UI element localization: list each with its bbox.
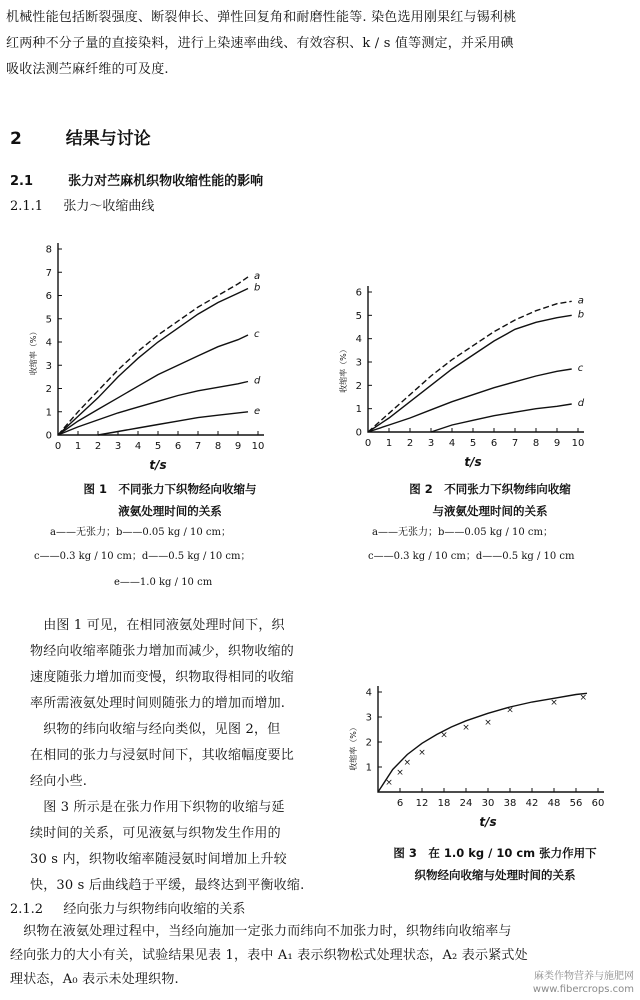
body-line-11: 快，30 s 后曲线趋于平缓，最终达到平衡收缩. <box>30 878 305 893</box>
subsubsection1-title: 张力～收缩曲线 <box>63 199 155 214</box>
chart-2-xtick-label: 7 <box>511 438 519 449</box>
chart-3-point: × <box>484 718 492 728</box>
chart-1-xtick-label: 8 <box>214 441 222 452</box>
chart-1-ytick-label: 6 <box>45 291 52 302</box>
body-line-5: 织物的纬向收缩与经向类似，见图 2，但 <box>30 722 281 737</box>
chart-3-xtick-label: 6 <box>396 798 404 809</box>
subsection-title: 张力对苎麻机织物收缩性能的影响 <box>68 174 264 189</box>
chart-2-axes <box>368 286 584 432</box>
figure-2-chart <box>320 270 638 470</box>
chart-3-point: × <box>418 748 426 758</box>
chart-1-ytick-label: 8 <box>45 244 52 256</box>
figure-1-caption-line-1: 图 1 不同张力下织物经向收缩与 <box>83 482 257 496</box>
chart-2-series-b <box>368 315 572 432</box>
chart-2-xtick-label: 8 <box>532 438 540 449</box>
chart-3-ylabel: 收缩率（%） <box>349 723 358 771</box>
chart-2-xtick-label: 9 <box>553 438 561 449</box>
section-heading <box>10 124 151 149</box>
chart-1-series-label-b: b <box>254 282 261 294</box>
body-line-10: 30 s 内，织物收缩率随浸氨时间增加上升较 <box>30 852 287 867</box>
chart-1-series-label-c: c <box>254 329 260 341</box>
chart-3-xtick-label: 38 <box>503 798 517 809</box>
body-line-1: 由图 1 可见，在相同液氨处理时间下，织 <box>30 618 285 633</box>
chart-1-ytick-label: 7 <box>45 267 52 279</box>
final-line-1: 织物在液氨处理过程中，当经向施加一定张力而纬向不加张力时，织物纬向收缩率与 <box>10 924 512 939</box>
chart-1-xtick-label: 4 <box>134 441 142 452</box>
figure-2-legend-line-2: c——0.3 kg / 10 cm；d——0.5 kg / 10 cm <box>368 551 575 562</box>
chart-1-ytick-label: 2 <box>45 384 52 395</box>
chart-3-xtick-label: 24 <box>459 798 473 809</box>
chart-2-xtick-label: 3 <box>427 438 435 449</box>
chart-2-series-d <box>431 404 572 432</box>
chart-2-xtick-label: 4 <box>448 438 456 449</box>
figure-3-caption <box>370 842 620 886</box>
chart-3-xtick-label: 30 <box>481 798 495 809</box>
chart-2-ylabel: 收缩率（%） <box>339 345 348 393</box>
chart-2-xtick-label: 1 <box>385 438 393 449</box>
chart-3-ytick-label: 3 <box>365 712 372 724</box>
chart-3-series-fit <box>378 693 587 792</box>
body-line-8: 图 3 所示是在张力作用下织物的收缩与延 <box>30 800 285 815</box>
watermark <box>533 970 634 996</box>
chart-1-series-label-a: a <box>254 270 261 282</box>
figure-3-chart <box>340 670 638 840</box>
figure-3-caption-line-1: 图 3 在 1.0 kg / 10 cm 张力作用下 <box>393 846 597 860</box>
chart-2-series-label-b: b <box>577 309 585 321</box>
chart-2-series-label-d: d <box>577 398 585 409</box>
chart-3-point: × <box>550 698 558 708</box>
chart-2-ytick-label: 6 <box>355 287 362 299</box>
chart-3-ytick-label: 2 <box>365 737 372 749</box>
chart-2-ytick-label: 4 <box>355 334 362 346</box>
chart-1-ytick-label: 3 <box>45 360 52 372</box>
subsubsection1-heading <box>10 195 154 214</box>
chart-1-series-c <box>58 335 248 435</box>
chart-1-ytick-label: 0 <box>45 430 52 442</box>
chart-3-point: × <box>440 730 448 741</box>
body-line-9: 续时间的关系，可见液氨与织物发生作用的 <box>30 826 281 841</box>
intro-line-3: 吸收法测苎麻纤维的可及度. <box>6 62 169 77</box>
chart-1-ytick-label: 1 <box>45 407 52 419</box>
chart-1-xtick-label: 0 <box>54 441 62 452</box>
chart-3-ytick-label: 1 <box>365 762 372 774</box>
figure-2-legend-line-1: a——无张力；b——0.05 kg / 10 cm； <box>372 527 553 538</box>
figure-1-legend-line-3: e——1.0 kg / 10 cm <box>114 577 213 588</box>
chart-1-xtick-label: 6 <box>174 441 182 452</box>
figure-2-caption-line-1: 图 2 不同张力下织物纬向收缩 <box>409 482 571 496</box>
chart-1-series-e <box>98 412 248 435</box>
chart-3-point: × <box>579 693 588 703</box>
chart-2-series-label-c: c <box>577 363 584 374</box>
chart-1-series-label-d: d <box>254 375 261 387</box>
chart-1-xtick-label: 7 <box>194 441 202 452</box>
chart-3-ytick-label: 4 <box>365 687 372 699</box>
chart-1-ytick-label: 4 <box>45 337 52 349</box>
chart-1-xtick-label: 9 <box>234 441 242 452</box>
chart-3-xtick-label: 18 <box>437 798 451 809</box>
figure-1-legend-line-1: a——无张力；b——0.05 kg / 10 cm； <box>50 527 231 538</box>
figure-1-caption <box>40 478 300 522</box>
chart-2-series-c <box>368 369 572 432</box>
chart-1-xtick-label: 5 <box>154 441 162 452</box>
watermark-line-2: www.fibercrops.com <box>532 984 634 995</box>
chart-3-xtick-label: 60 <box>591 798 605 809</box>
intro-line-2: 红两种不分子量的直接染料，进行上染速率曲线、有效容积、k / s 值等测定，并采用碘 <box>6 36 514 51</box>
chart-2-ytick-label: 0 <box>355 427 362 439</box>
chart-2-xlabel: t/s <box>464 455 482 469</box>
figure-2-caption-line-2: 与液氨处理时间的关系 <box>432 504 548 518</box>
body-line-3: 速度随张力增加而变慢，织物取得相同的收缩 <box>30 670 295 685</box>
intro-line-1: 机械性能包括断裂强度、断裂伸长、弹性回复角和耐磨性能等. 染色选用刚果红与锡利桃 <box>6 10 517 25</box>
chart-2-xtick-label: 0 <box>364 438 372 449</box>
subsubsection2-title: 经向张力与织物纬向收缩的关系 <box>63 902 246 917</box>
chart-3-axes <box>378 686 604 792</box>
chart-2-ytick-label: 2 <box>355 380 362 392</box>
chart-2-xtick-label: 6 <box>490 438 498 449</box>
chart-1-ytick-label: 5 <box>45 314 52 326</box>
chart-3-point: × <box>396 768 404 778</box>
chart-3-point: × <box>462 723 470 733</box>
final-line-2: 经向张力的大小有关，试验结果见表 1，表中 A₁ 表示织物松式处理状态，A₂ 表示紧式处 <box>10 948 528 963</box>
figure-3-caption-line-2: 织物经向收缩与处理时间的关系 <box>414 868 576 882</box>
chart-3-xtick-label: 48 <box>547 798 561 809</box>
chart-2-xtick-label: 10 <box>571 438 585 449</box>
subsubsection2-heading <box>10 898 245 917</box>
section-title: 结果与讨论 <box>65 129 151 149</box>
section-number: 2 <box>10 129 22 149</box>
chart-3-point: × <box>403 758 412 768</box>
chart-3-xtick-label: 12 <box>415 798 429 809</box>
chart-1-xtick-label: 10 <box>251 441 265 452</box>
chart-3-point: × <box>385 778 393 788</box>
chart-1-xtick-label: 2 <box>94 441 102 452</box>
chart-2-ytick-label: 5 <box>355 310 362 322</box>
figure-1-caption-line-2: 液氨处理时间的关系 <box>118 504 222 518</box>
subsection-heading <box>10 170 263 189</box>
figure-1-chart <box>0 225 310 475</box>
chart-1-xlabel: t/s <box>149 458 167 472</box>
chart-3-point: × <box>506 705 514 716</box>
chart-2-series-label-a: a <box>577 295 584 307</box>
chart-2-ytick-label: 1 <box>355 404 362 416</box>
figure-2-caption <box>360 478 620 522</box>
watermark-line-1: 麻类作物营养与施肥网 <box>534 971 634 982</box>
body-line-2: 物经向收缩率随张力增加而减少，织物收缩的 <box>30 644 295 659</box>
chart-3-xtick-label: 56 <box>569 798 583 809</box>
chart-3-xlabel: t/s <box>479 815 497 829</box>
chart-2-xtick-label: 5 <box>469 438 477 449</box>
chart-1-series-b <box>58 289 248 436</box>
chart-1-xtick-label: 3 <box>114 441 122 452</box>
chart-1-ylabel: 收缩率（%） <box>29 327 38 376</box>
final-line-3: 理状态，A₀ 表示未处理织物. <box>10 972 179 987</box>
figure-1-legend-line-2: c——0.3 kg / 10 cm；d——0.5 kg / 10 cm； <box>34 551 251 562</box>
chart-2-xtick-label: 2 <box>406 438 414 449</box>
chart-1-series-label-e: e <box>254 405 261 417</box>
subsubsection1-number: 2.1.1 <box>10 199 44 214</box>
body-line-6: 在相同的张力与浸氨时间下，其收缩幅度要比 <box>30 748 295 763</box>
chart-3-xtick-label: 42 <box>525 798 539 809</box>
chart-2-ytick-label: 3 <box>355 357 362 369</box>
subsubsection2-number: 2.1.2 <box>10 902 44 917</box>
subsection-number: 2.1 <box>10 174 34 189</box>
body-line-7: 经向小些. <box>30 774 88 789</box>
body-line-4: 率所需液氨处理时间则随张力的增加而增加. <box>30 696 286 711</box>
chart-1-series-a <box>58 277 248 435</box>
chart-1-xtick-label: 1 <box>74 441 82 452</box>
